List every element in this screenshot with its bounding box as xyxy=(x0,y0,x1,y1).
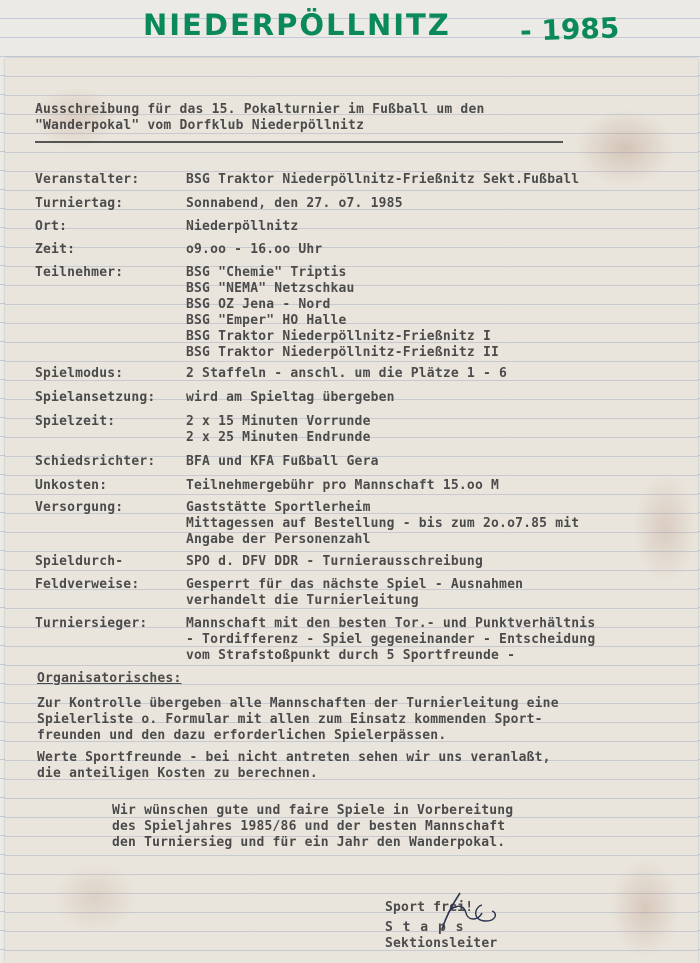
closing-line: Wir wünschen gute und faire Spiele in Vorbereitung xyxy=(112,803,514,818)
value-line: Mittagessen auf Bestellung - bis zum 2o.o7.85 mit xyxy=(186,516,580,531)
paragraph-line: freunden und den dazu erforderlichen Spielerpässen. xyxy=(37,728,447,743)
paragraph-line: Zur Kontrolle übergeben alle Mannschaften der Turnierleitung eine xyxy=(37,696,559,711)
heading-year: - 1985 xyxy=(519,11,620,48)
field-label: Spieldurch- xyxy=(35,554,124,569)
title-line: Ausschreibung für das 15. Pokalturnier im Fußball um den xyxy=(35,102,485,117)
field-value xyxy=(186,414,371,446)
paragraph-line: die anteiligen Kosten zu berechnen. xyxy=(37,766,318,781)
value-line: 2 Staffeln - anschl. um die Plätze 1 - 6 xyxy=(186,366,508,381)
field-label: Turniertag: xyxy=(35,196,124,211)
participant-line: BSG Traktor Niederpöllnitz-Frießnitz I xyxy=(186,329,492,344)
field-value xyxy=(186,265,499,361)
field-label: Versorgung: xyxy=(35,500,124,515)
value-line: - Tordifferenz - Spiel gegeneinander - Entscheidung xyxy=(186,632,596,647)
field-label: Spielzeit: xyxy=(35,414,116,429)
value-line: Gaststätte Sportlerheim xyxy=(186,500,371,515)
field-value xyxy=(186,616,595,664)
value-line: SPO d. DFV DDR - Turnierausschreibung xyxy=(186,554,483,569)
field-label: Feldverweise: xyxy=(35,577,140,592)
paragraph-player-list xyxy=(37,696,559,744)
value-line: 2 x 15 Minuten Vorrunde xyxy=(186,414,371,429)
value-line: Mannschaft mit den besten Tor.- und Punktverhältnis xyxy=(186,616,596,631)
field-value xyxy=(186,172,579,188)
field-label: Unkosten: xyxy=(35,478,108,493)
field-value xyxy=(186,500,579,548)
field-label: Spielmodus: xyxy=(35,366,124,381)
value-line: wird am Spieltag übergeben xyxy=(186,390,395,405)
field-value xyxy=(186,366,507,382)
signoff-role: Sektionsleiter xyxy=(385,936,498,951)
value-line: BFA und KFA Fußball Gera xyxy=(186,454,379,469)
participant-line: BSG "NEMA" Netzschkau xyxy=(186,281,355,296)
announcement-title xyxy=(35,102,485,134)
participant-line: BSG OZ Jena - Nord xyxy=(186,297,331,312)
field-label: Spielansetzung: xyxy=(35,390,156,405)
field-value xyxy=(186,242,322,258)
page-heading xyxy=(0,4,700,54)
value-line: o9.oo - 16.oo Uhr xyxy=(186,242,323,257)
field-value xyxy=(186,478,499,494)
participant-line: BSG "Chemie" Triptis xyxy=(186,265,347,280)
value-line: 2 x 25 Minuten Endrunde xyxy=(186,430,371,445)
participant-line: BSG "Emper" HO Halle xyxy=(186,313,347,328)
field-value xyxy=(186,554,483,570)
field-label: Schiedsrichter: xyxy=(35,454,156,469)
field-value xyxy=(186,196,403,212)
organizational-heading: Organisatorisches: xyxy=(37,671,182,686)
field-label: Ort: xyxy=(35,219,68,234)
field-label: Turniersieger: xyxy=(35,616,148,631)
title-line: "Wanderpokal" vom Dorfklub Niederpöllnitz xyxy=(35,118,365,133)
field-value xyxy=(186,577,523,609)
value-line: Angabe der Personenzahl xyxy=(186,532,371,547)
heading-place: NIEDERPÖLLNITZ xyxy=(143,8,451,42)
field-label: Veranstalter: xyxy=(35,172,140,187)
field-label: Zeit: xyxy=(35,242,76,257)
field-label: Teilnehmer: xyxy=(35,265,124,280)
value-line: Gesperrt für das nächste Spiel - Ausnahmen xyxy=(186,577,524,592)
signoff-name: S t a p s xyxy=(385,920,465,935)
closing-line: des Spieljahres 1985/86 und der besten Mannschaft xyxy=(112,819,506,834)
closing-line: den Turniersieg und für ein Jahr den Wanderpokal. xyxy=(112,835,506,850)
typewritten-document xyxy=(5,58,698,963)
handwritten-signature xyxy=(422,891,502,931)
title-underline xyxy=(35,141,563,143)
field-value xyxy=(186,219,298,235)
paragraph-line: Werte Sportfreunde - bei nicht antreten sehen wir uns veranlaßt, xyxy=(37,750,551,765)
value-line: Sonnabend, den 27. o7. 1985 xyxy=(186,196,403,211)
paragraph-line: Spielerliste o. Formular mit allen zum Einsatz kommenden Sport- xyxy=(37,712,543,727)
value-line: BSG Traktor Niederpöllnitz-Frießnitz Sekt.Fußball xyxy=(186,172,580,187)
closing-wishes xyxy=(112,803,513,851)
value-line: verhandelt die Turnierleitung xyxy=(186,593,419,608)
value-line: Niederpöllnitz xyxy=(186,219,299,234)
field-value xyxy=(186,390,395,406)
value-line: Teilnehmergebühr pro Mannschaft 15.oo M xyxy=(186,478,500,493)
paragraph-costs-notice xyxy=(37,750,551,782)
value-line: vom Strafstoßpunkt durch 5 Sportfreunde - xyxy=(186,648,516,663)
participant-line: BSG Traktor Niederpöllnitz-Frießnitz II xyxy=(186,345,500,360)
signoff-greeting: Sport frei! xyxy=(385,900,474,915)
field-value xyxy=(186,454,379,470)
